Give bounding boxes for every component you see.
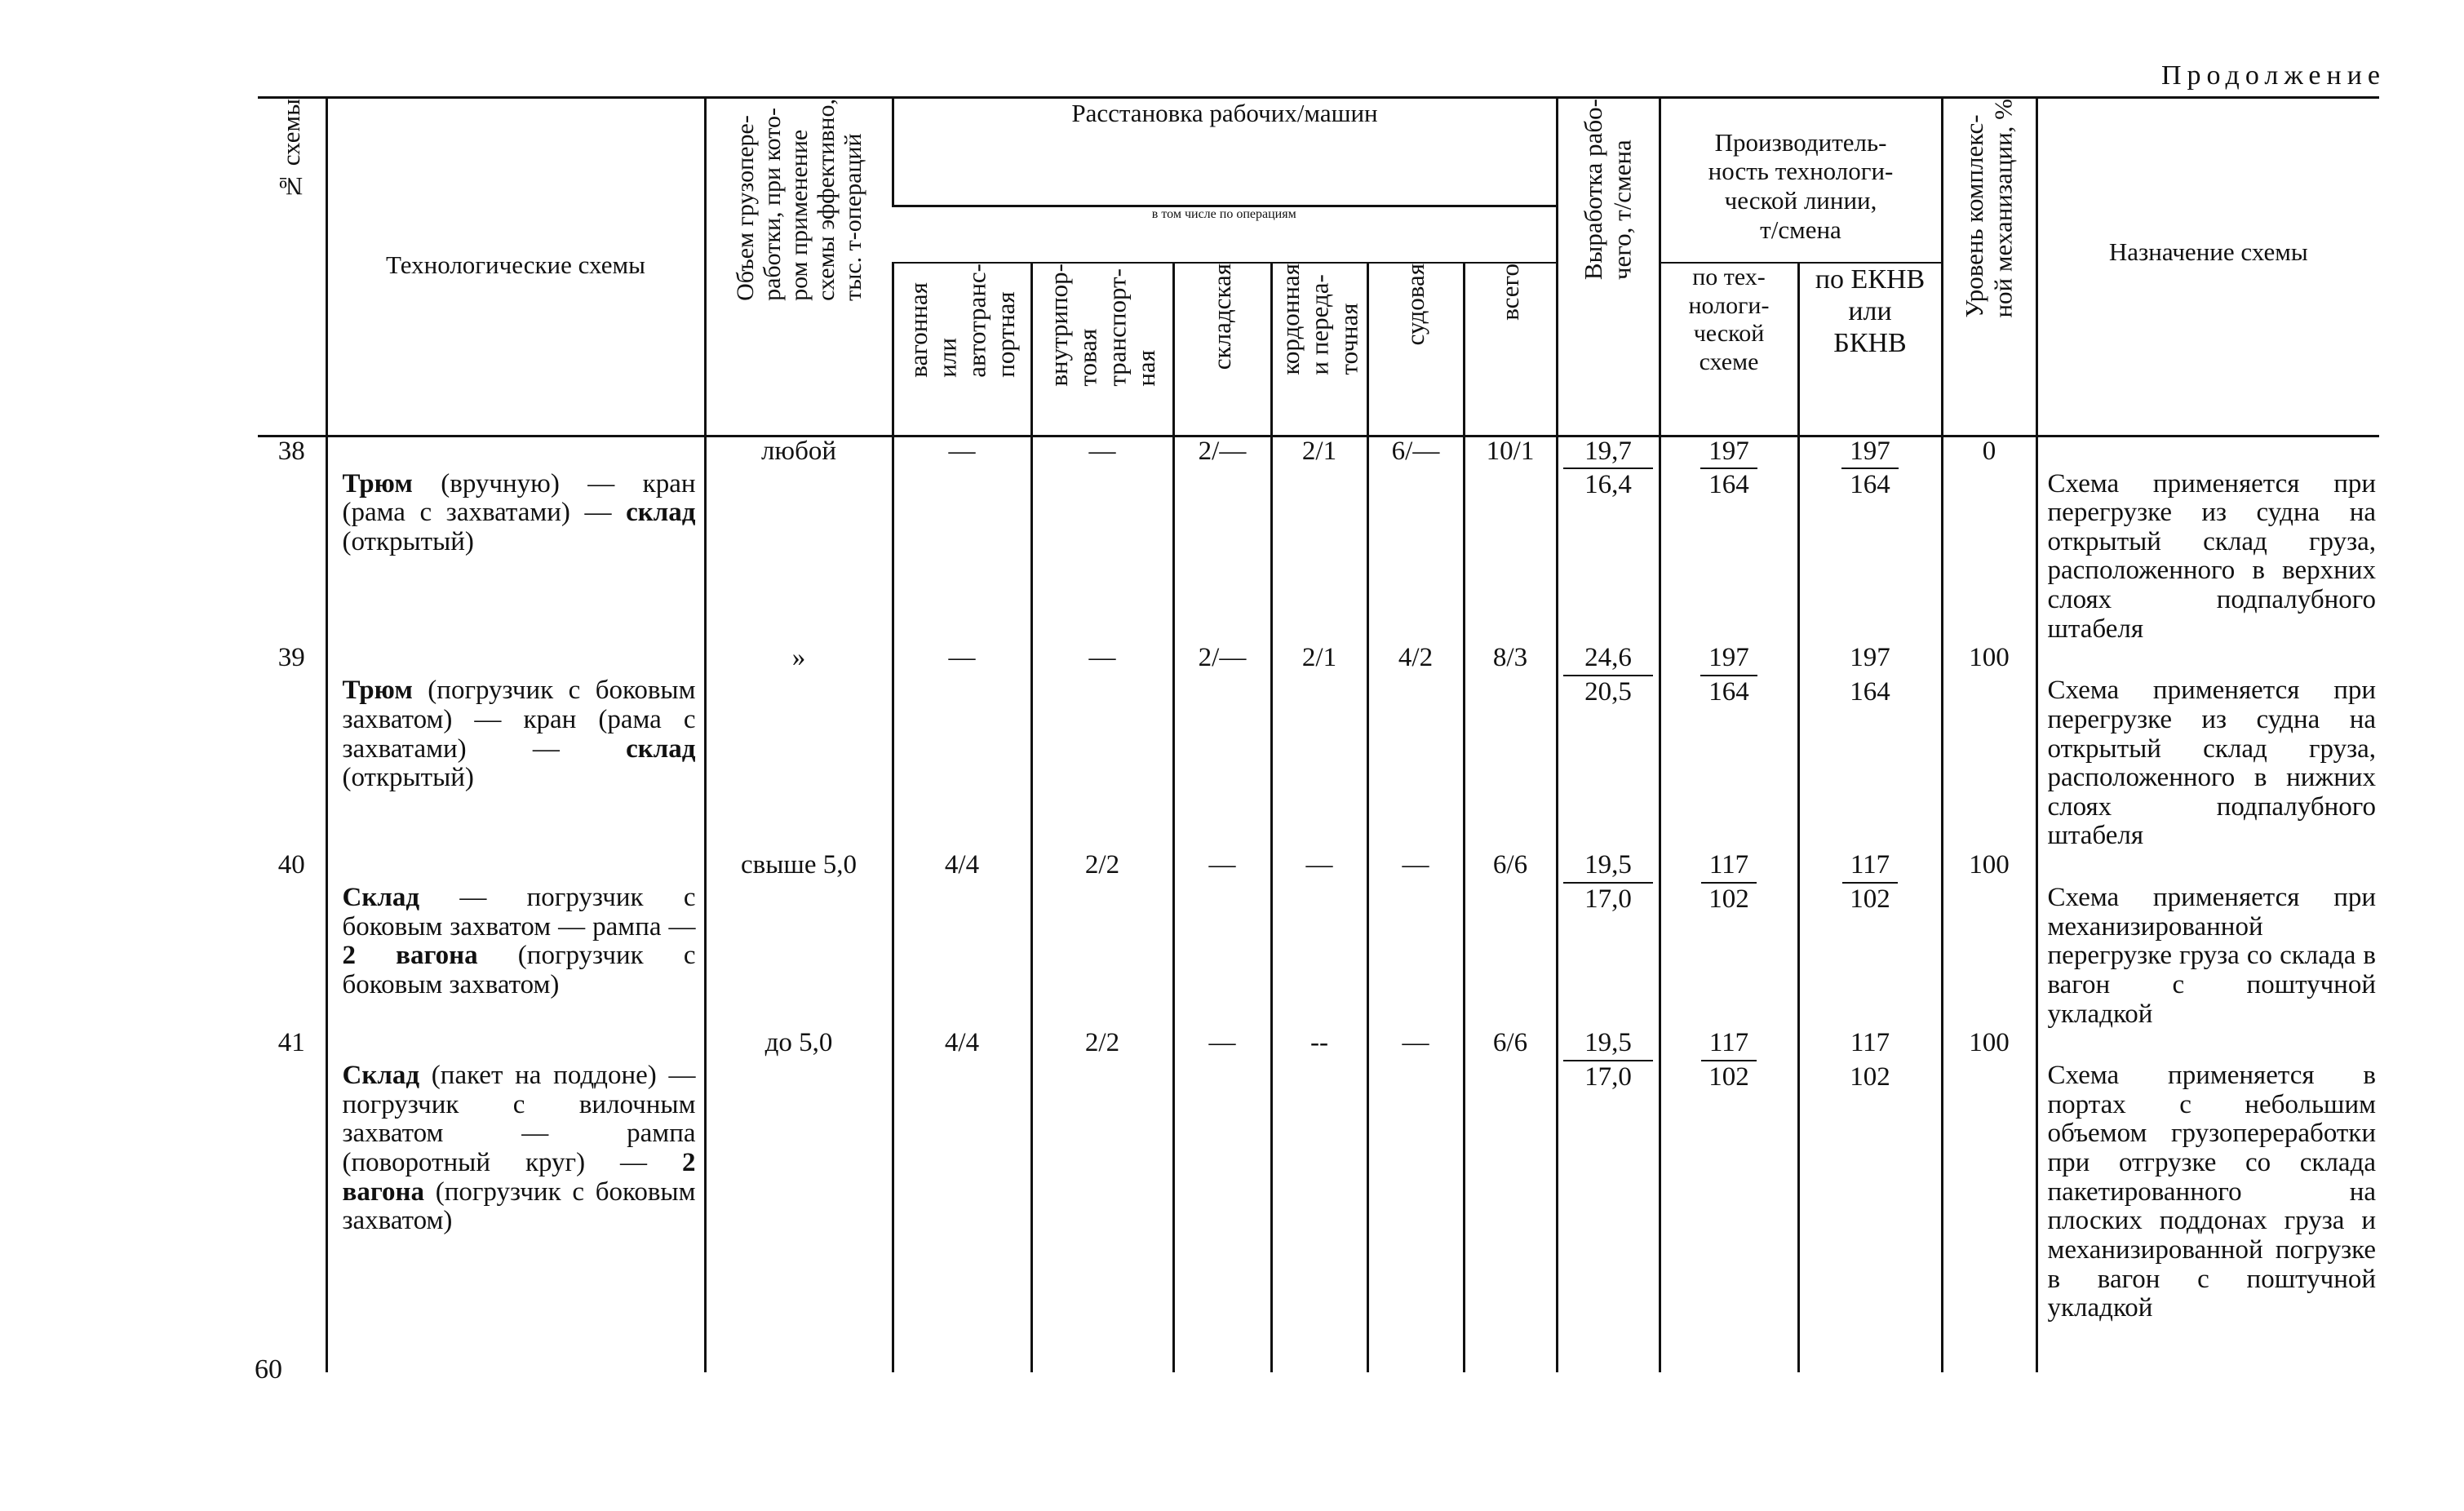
op-port-transport: 2/2	[1031, 851, 1173, 1029]
header-mechanization-level: Уровень комплекс- ной механизации, %	[1942, 98, 2036, 436]
header-worker-output: Выработка рабо- чего, т/смена	[1557, 98, 1660, 436]
op-port-transport: 2/2	[1031, 1029, 1173, 1372]
table-row	[258, 644, 2379, 851]
op-ship: —	[1367, 851, 1464, 1029]
header-productivity: Производитель- ность технологи- ческой линии, т/смена	[1660, 98, 1942, 264]
scheme-number: 39	[277, 643, 305, 673]
prod-by-norms	[1798, 644, 1942, 851]
header-prod-by-norms: по ЕКНВ или БКНВ	[1798, 263, 1942, 436]
prod-by-scheme	[1660, 436, 1798, 644]
worker-output	[1557, 851, 1660, 1029]
prod-by-norms	[1798, 1029, 1942, 1372]
output-fraction: $\frac{19,5}{17,0}$	[1563, 851, 1653, 914]
scheme-description: Склад (пакет на поддоне) — погрузчик с вилочным захватом — рампа (поворотный круг) — 2 вагона (погрузчик с боковым захватом)	[326, 1029, 705, 1372]
header-prod-by-scheme: по тех- нологи- ческой схеме	[1660, 263, 1798, 436]
op-ship: 4/2	[1367, 644, 1464, 851]
prod-scheme-fraction: $\frac{197}{164}$	[1700, 437, 1757, 500]
worker-output	[1557, 1029, 1660, 1372]
mechanization-level: 100	[1942, 1029, 2036, 1372]
scheme-description: Трюм (вручную) — кран (рама с захватами) — склад (открытый)	[326, 436, 705, 644]
table-row	[258, 436, 2379, 644]
volume-cell: »	[705, 644, 893, 851]
table-header	[258, 98, 2379, 436]
prod-by-norms	[1798, 851, 1942, 1029]
op-quay: 2/1	[1271, 436, 1367, 644]
table-row	[258, 1029, 2379, 1372]
scheme-purpose: Схема применяется при перегрузке из судна на открытый склад груза, расположенного в верхних слоях подпалубного штабеля	[2036, 436, 2379, 644]
prod-by-scheme	[1660, 644, 1798, 851]
page-number: 60	[255, 1354, 282, 1385]
volume-cell: любой	[705, 436, 893, 644]
header-operations-group: в том числе по операциям	[893, 206, 1557, 263]
prod-by-scheme	[1660, 851, 1798, 1029]
table-row	[258, 851, 2379, 1029]
header-op-quay: кордонная и переда- точная	[1271, 263, 1367, 436]
op-port-transport: —	[1031, 436, 1173, 644]
scheme-purpose: Схема применяется в портах с небольшим объемом грузопереработки при отгрузке со склада пакетированного на плоских поддонах груза и механизированной погрузке в вагон с поштучной укладкой	[2036, 1029, 2379, 1372]
op-ship: —	[1367, 1029, 1464, 1372]
worker-output	[1557, 644, 1660, 851]
op-warehouse: 2/—	[1173, 644, 1271, 851]
scheme-description: Склад — погрузчик с боковым захватом — рампа — 2 вагона (погрузчик с боковым захватом)	[326, 851, 705, 1029]
table-body	[258, 436, 2379, 1372]
op-warehouse: —	[1173, 851, 1271, 1029]
header-op-ship: судовая	[1367, 263, 1464, 436]
prod-scheme-fraction: $\frac{117}{102}$	[1701, 1029, 1757, 1092]
op-quay: 2/1	[1271, 644, 1367, 851]
op-total: 6/6	[1464, 1029, 1557, 1372]
prod-scheme-fraction: $\frac{117}{102}$	[1701, 851, 1757, 914]
header-op-total: всего	[1464, 263, 1557, 436]
mechanization-level: 100	[1942, 644, 2036, 851]
scheme-number: 41	[277, 1028, 305, 1058]
prod-by-scheme	[1660, 1029, 1798, 1372]
op-total: 8/3	[1464, 644, 1557, 851]
header-op-port-transport: внутрипор- товая транспорт- ная	[1031, 263, 1173, 436]
header-technological-schemes: Технологические схемы	[326, 98, 705, 436]
scheme-purpose: Схема применяется при механизированной перегрузке груза со склада в вагон с поштучной укладкой	[2036, 851, 2379, 1029]
header-volume: Объем грузопере- работки, при кото- ром применение схемы эффективно, тыс. т-операций	[705, 98, 893, 436]
scheme-number: 38	[277, 436, 305, 466]
op-wagon: —	[893, 644, 1031, 851]
prod-norm-values: 117 102	[1850, 1028, 1890, 1092]
output-fraction: $\frac{19,5}{17,0}$	[1563, 1029, 1653, 1092]
header-op-wagon: вагонная или автотранс- портная	[893, 263, 1031, 436]
output-fraction: $\frac{24,6}{20,5}$	[1563, 644, 1653, 707]
prod-norm-fraction: $\frac{117}{102}$	[1842, 851, 1898, 914]
header-op-warehouse: складская	[1173, 263, 1271, 436]
op-wagon: 4/4	[893, 1029, 1031, 1372]
continued-label: Продолжение	[2160, 60, 2386, 91]
op-quay: —	[1271, 851, 1367, 1029]
op-warehouse: 2/—	[1173, 436, 1271, 644]
prod-norm-values: 197 164	[1850, 643, 1890, 707]
op-quay: --	[1271, 1029, 1367, 1372]
scheme-number: 40	[277, 850, 305, 880]
mechanization-level: 0	[1942, 436, 2036, 644]
prod-by-norms	[1798, 436, 1942, 644]
technology-table	[258, 96, 2379, 1372]
scheme-description: Трюм (погрузчик с боковым захватом) — кран (рама с захватами) — склад (открытый)	[326, 644, 705, 851]
header-scheme-number: № схемы	[258, 98, 326, 436]
header-placement: Расстановка рабочих/машин	[893, 98, 1557, 206]
worker-output	[1557, 436, 1660, 644]
op-wagon: —	[893, 436, 1031, 644]
op-total: 10/1	[1464, 436, 1557, 644]
op-port-transport: —	[1031, 644, 1173, 851]
volume-cell: до 5,0	[705, 1029, 893, 1372]
volume-cell: свыше 5,0	[705, 851, 893, 1029]
header-purpose: Назначение схемы	[2036, 98, 2379, 436]
op-ship: 6/—	[1367, 436, 1464, 644]
op-warehouse: —	[1173, 1029, 1271, 1372]
prod-norm-fraction: $\frac{197}{164}$	[1841, 437, 1899, 500]
op-total: 6/6	[1464, 851, 1557, 1029]
op-wagon: 4/4	[893, 851, 1031, 1029]
scheme-purpose: Схема применяется при перегрузке из судна на открытый склад груза, расположенного в нижних слоях подпалубного штабеля	[2036, 644, 2379, 851]
output-fraction: $\frac{19,7}{16,4}$	[1563, 437, 1653, 500]
prod-scheme-fraction: $\frac{197}{164}$	[1700, 644, 1757, 707]
mechanization-level: 100	[1942, 851, 2036, 1029]
